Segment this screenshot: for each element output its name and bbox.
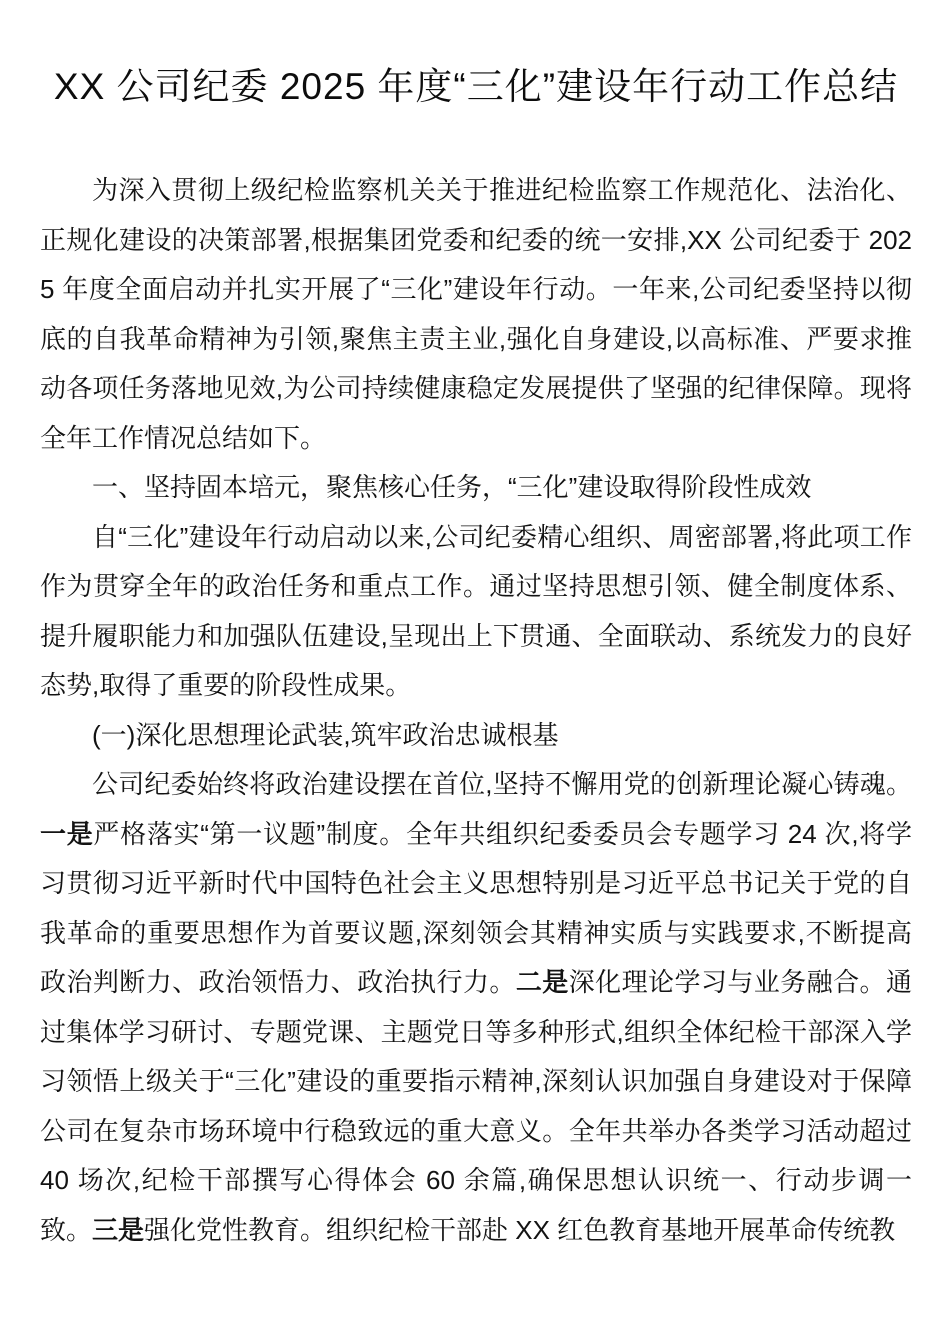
section-heading xyxy=(40,463,912,513)
text-run: 一、坚持固本培元，聚焦核心任务，“三化”建设取得阶段性成效 xyxy=(92,472,812,502)
bold-text-run: 二是 xyxy=(515,967,569,997)
text-run: 深化理论学习与业务融合。通过集体学习研讨、专题党课、主题党日等多种形式,组织全体纪检干部深入学习领悟上级关于“三化”建设的重要指示精神,深刻认识加强自身建设对于保障公司在复杂市场环境中行稳致远的重大意义。全年共举办各类学习活动超过 40 场次,纪检干部撰写心得体会 60 余篇,确保思想认识统一、行动步调一致。 xyxy=(40,967,912,1245)
body-paragraph xyxy=(40,513,912,711)
bold-text-run: 三是 xyxy=(92,1214,145,1245)
document-title: XX 公司纪委 2025 年度“三化”建设年行动工作总结 xyxy=(53,66,899,107)
text-run: 强化党性教育。组织纪检干部赴 XX 红色教育基地开展革命传统教 xyxy=(144,1214,896,1245)
bold-text-run: 一是 xyxy=(40,818,94,849)
text-run: (一)深化思想理论武装,筑牢政治忠诚根基 xyxy=(92,719,559,750)
body-paragraph xyxy=(40,760,912,1255)
text-run: 自“三化”建设年行动启动以来,公司纪委精心组织、周密部署,将此项工作作为贯穿全年的政治任务和重点工作。通过坚持思想引领、健全制度体系、提升履职能力和加强队伍建设,呈现出上下贯通、全面联动、系统发力的良好态势,取得了重要的阶段性成果。 xyxy=(40,521,912,700)
body-paragraph xyxy=(40,166,912,463)
text-run: 严格落实“第一议题”制度。全年共组织纪委委员会专题学习 24 次,将学习贯彻习近平新时代中国特色社会主义思想特别是习近平总书记关于党的自我革命的重要思想作为首要议题,深刻领会其精神实质与实践要求,不断提高政治判断力、政治领悟力、政治执行力。 xyxy=(40,818,912,997)
text-run: 为深入贯彻上级纪检监察机关关于推进纪检监察工作规范化、法治化、正规化建设的决策部署,根据集团党委和纪委的统一安排,XX 公司纪委于 2025 年度全面启动并扎实开展了“三化”建设年行动。一年来,公司纪委坚持以彻底的自我革命精神为引领,聚焦主责主业,强化自身建设,以高标准、严要求推动各项任务落地见效,为公司持续健康稳定发展提供了坚强的纪律保障。现将全年工作情况总结如下。 xyxy=(40,175,912,453)
text-run: 公司纪委始终将政治建设摆在首位,坚持不懈用党的创新理论凝心铸魂。 xyxy=(92,769,912,799)
document-body xyxy=(40,166,912,1255)
subsection-heading xyxy=(40,711,912,761)
